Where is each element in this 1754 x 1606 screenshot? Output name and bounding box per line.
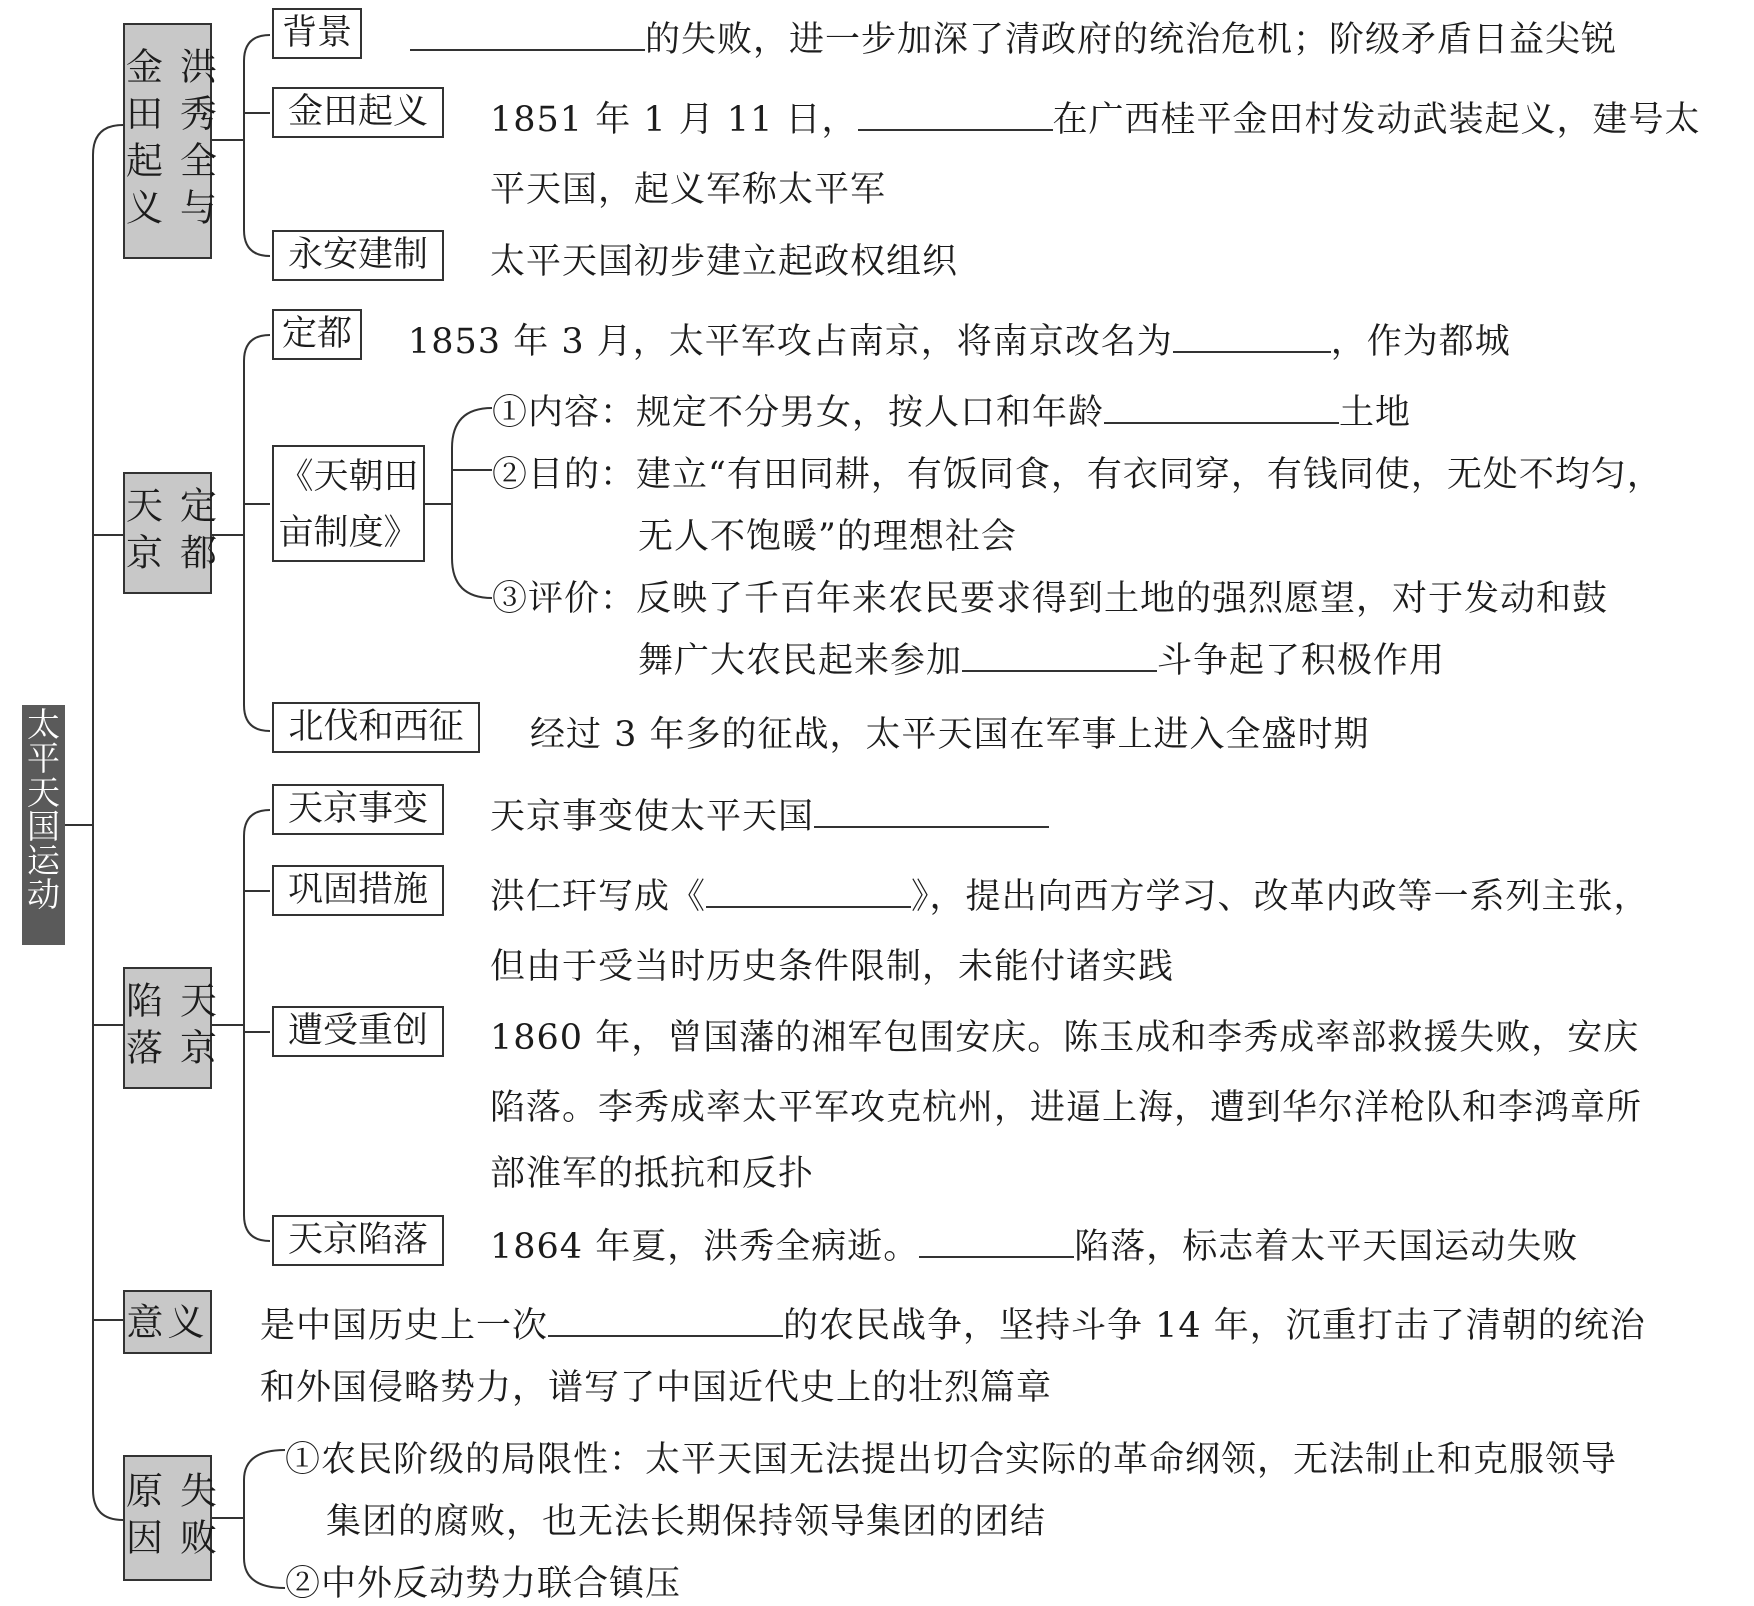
text-yiyi-line2: 和外国侵略势力，谱写了中国近代史上的壮烈篇章 <box>260 1368 1053 1408</box>
text-shibai-reason-1: ①农民阶级的局限性：太平天国无法提出切合实际的革命纲领，无法制止和克服领导 <box>285 1440 1618 1480</box>
text-tianchao-neirong: ①内容：规定不分男女，按人口和年龄 土地 <box>492 393 1412 433</box>
text-yiyi-line1: 是中国历史上一次 的农民战争，坚持斗争 14 年，沉重打击了清朝的统治 <box>260 1306 1646 1346</box>
text-zaoshou-line3: 部淮军的抵抗和反扑 <box>490 1154 815 1194</box>
text-tianchao-mudi-1: ②目的：建立“有田同耕，有饭同食，有衣同穿，有钱同使，无处不均匀， <box>492 455 1663 495</box>
blank-4 <box>1104 396 1339 424</box>
text-zaoshou-line1: 1860 年，曾国藩的湘军包围安庆。陈玉成和李秀成率部救援失败，安庆 <box>490 1018 1640 1058</box>
sub-beijing: 背景 <box>272 8 362 59</box>
tianchao-label-line1: 《天朝田 <box>278 457 419 497</box>
tianchao-label-line2: 亩制度》 <box>278 513 419 553</box>
blank-7 <box>706 880 911 908</box>
sub-tianchao-tianmu <box>272 445 425 562</box>
text-shibai-reason-2: ②中外反动势力联合镇压 <box>285 1564 682 1604</box>
category-tianjing-xianluo: 天京陷落 <box>123 967 212 1089</box>
sub-jintian-qiyi: 金田起义 <box>272 87 444 138</box>
text-shibai-reason-1-cont: 集团的腐败，也无法长期保持领导集团的团结 <box>326 1502 1047 1542</box>
text-xianluo: 1864 年夏，洪秀全病逝。 陷落，标志着太平天国运动失败 <box>490 1227 1579 1267</box>
text-tianchao-pingjia-2: 舞广大农民起来参加 斗争起了积极作用 <box>638 641 1446 681</box>
text-shibian: 天京事变使太平天国 <box>490 789 1049 839</box>
text-yongan: 太平天国初步建立起政权组织 <box>490 242 959 282</box>
sub-tianjing-xianluo: 天京陷落 <box>272 1215 444 1266</box>
text-beijing: 的失败，进一步加深了清政府的统治危机；阶级矛盾日益尖锐 <box>410 12 1617 62</box>
category-yiyi: 意义 <box>123 1290 212 1354</box>
text-tianchao-mudi-2: 无人不饱暖”的理想社会 <box>638 517 1017 557</box>
category-hong-xiuquan-jintian: 洪秀全与金田起义 <box>123 23 212 259</box>
text-dingdu: 1853 年 3 月，太平军攻占南京，将南京改名为 ，作为都城 <box>408 322 1511 362</box>
sub-tianjing-shibian: 天京事变 <box>272 784 444 835</box>
text-gonggu-line2: 但由于受当时历史条件限制，未能付诸实践 <box>490 947 1175 987</box>
root-topic: 太平天国运动 <box>22 705 65 945</box>
category-shibai-yuanyin: 失败原因 <box>123 1455 212 1581</box>
text-gonggu-line1: 洪仁玕写成《 》，提出向西方学习、改革内政等一系列主张， <box>490 877 1650 917</box>
sub-zaoshou-zhongchuang: 遭受重创 <box>272 1006 444 1057</box>
text-tianchao-pingjia-1: ③评价：反映了千百年来农民要求得到土地的强烈愿望，对于发动和鼓 <box>492 579 1609 619</box>
text-beifa: 经过 3 年多的征战，太平天国在军事上进入全盛时期 <box>530 715 1370 755</box>
blank-3 <box>1173 325 1331 353</box>
blank-6 <box>814 800 1049 828</box>
sub-beifa-xizheng: 北伐和西征 <box>272 702 480 753</box>
text-jintian-line1: 1851 年 1 月 11 日， 在广西桂平金田村发动武装起义，建号太 <box>490 100 1701 140</box>
text-zaoshou-line2: 陷落。李秀成率太平军攻克杭州，进逼上海，遭到华尔洋枪队和李鸿章所 <box>490 1088 1643 1128</box>
blank-9 <box>548 1309 783 1337</box>
blank-2 <box>858 103 1053 131</box>
blank-1 <box>410 23 645 51</box>
blank-5 <box>962 644 1157 672</box>
text-jintian-line2: 平天国，起义军称太平军 <box>490 170 887 210</box>
category-dingdu-tianjing: 定都天京 <box>123 472 212 594</box>
sub-dingdu: 定都 <box>272 309 362 360</box>
blank-8 <box>919 1230 1074 1258</box>
sub-yongan-jianzhi: 永安建制 <box>272 230 444 281</box>
sub-gonggu-cuoshi: 巩固措施 <box>272 865 444 916</box>
